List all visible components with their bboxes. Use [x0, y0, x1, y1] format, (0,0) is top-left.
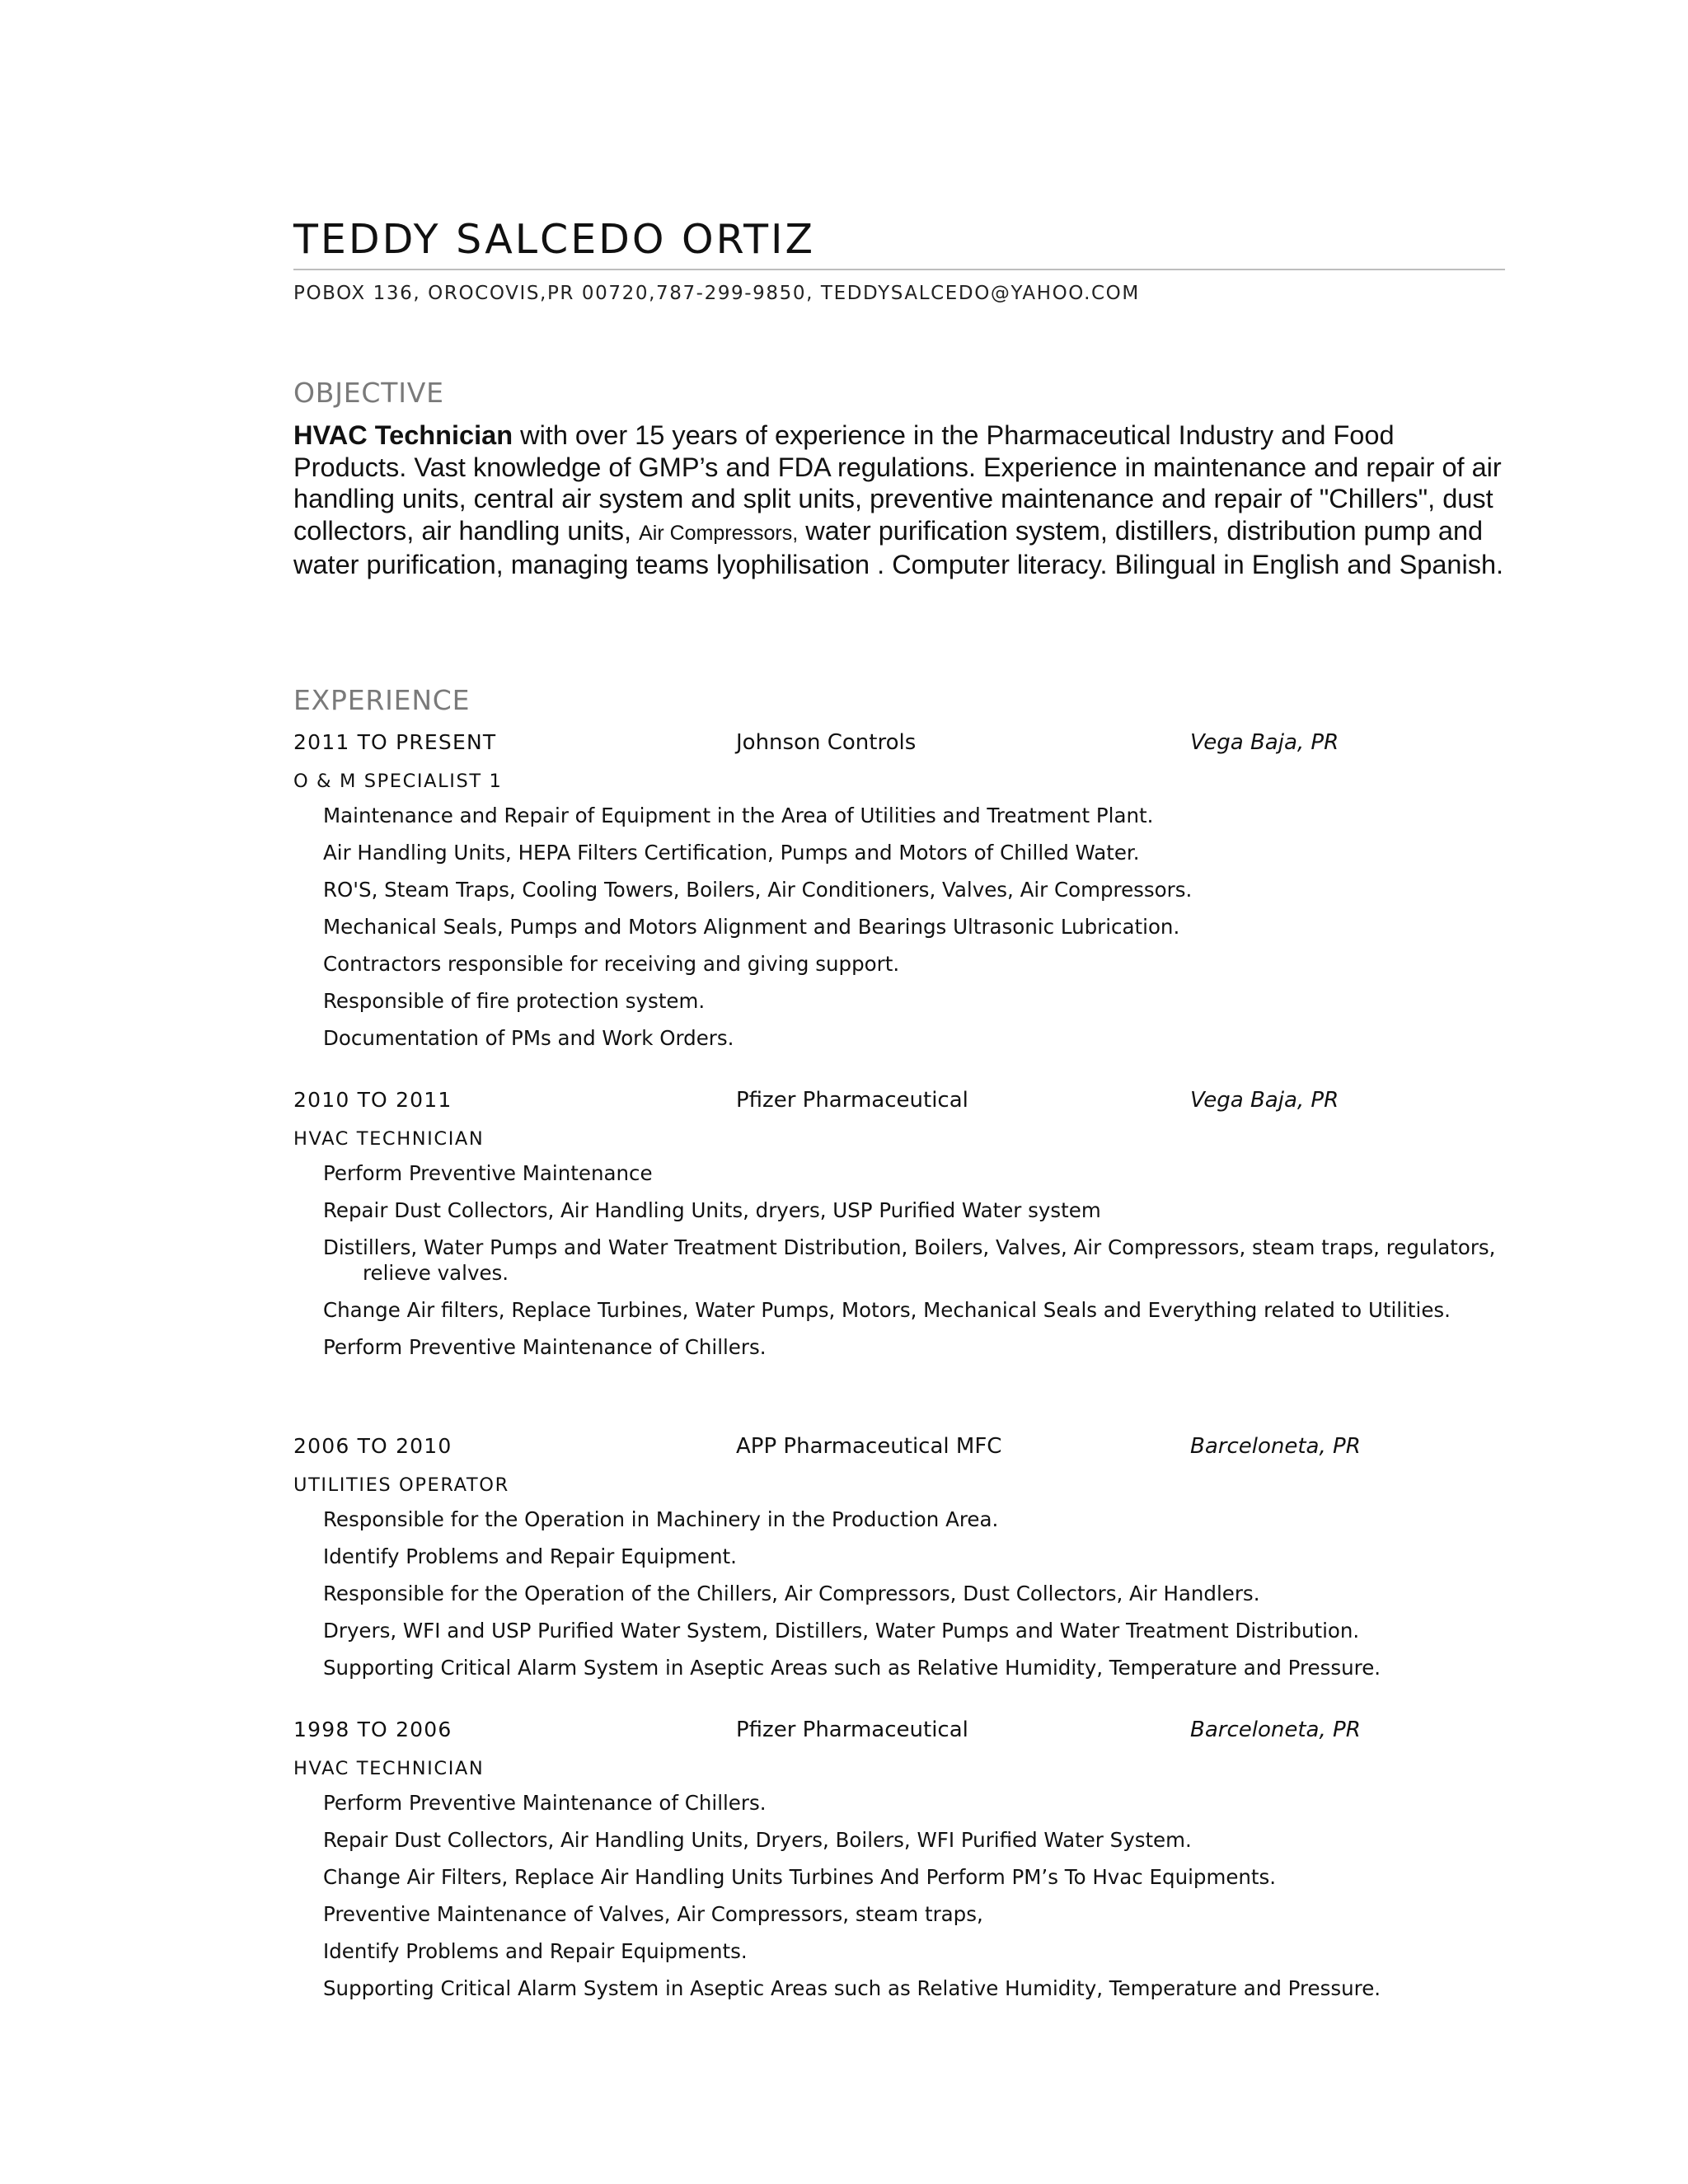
objective-text — [293, 419, 1505, 581]
duty-item: Supporting Critical Alarm System in Aseptic Areas such as Relative Humidity, Temperature and Pressure. — [323, 1976, 1381, 2000]
job-header — [293, 1434, 1505, 1462]
objective-heading: OBJECTIVE — [293, 377, 444, 409]
job-dates: 2011 TO PRESENT — [293, 730, 497, 754]
duty-item: Distillers, Water Pumps and Water Treatment Distribution, Boilers, Valves, Air Compressors, steam traps, regulators, relieve valves. — [323, 1235, 1496, 1285]
duty-item: Perform Preventive Maintenance — [323, 1161, 653, 1185]
duty-item: Perform Preventive Maintenance of Chillers. — [323, 1791, 767, 1815]
header-divider — [293, 269, 1505, 270]
job-company: Johnson Controls — [736, 730, 917, 755]
duty-item: Responsible for the Operation in Machinery in the Production Area. — [323, 1507, 999, 1531]
duty-item: Responsible for the Operation of the Chillers, Air Compressors, Dust Collectors, Air Handlers. — [323, 1582, 1260, 1605]
job-location: Vega Baja, PR — [1190, 730, 1339, 755]
job-location: Barceloneta, PR — [1190, 1434, 1361, 1459]
job-dates: 1998 TO 2006 — [293, 1718, 452, 1741]
duty-item: Air Handling Units, HEPA Filters Certification, Pumps and Motors of Chilled Water. — [323, 841, 1140, 865]
job-location: Vega Baja, PR — [1190, 1088, 1339, 1113]
job-title: HVAC TECHNICIAN — [293, 1128, 485, 1150]
duty-item: Documentation of PMs and Work Orders. — [323, 1026, 734, 1050]
job-duties-list — [323, 803, 1510, 1062]
job-company: APP Pharmaceutical MFC — [736, 1434, 1002, 1459]
job-dates: 2006 TO 2010 — [293, 1434, 452, 1458]
duty-item: Repair Dust Collectors, Air Handling Units, Dryers, Boilers, WFI Purified Water System. — [323, 1828, 1192, 1852]
duty-item: Change Air Filters, Replace Air Handling Units Turbines And Perform PM’s To Hvac Equipments. — [323, 1865, 1277, 1889]
job-duties-list — [323, 1790, 1510, 2013]
duty-item: RO'S, Steam Traps, Cooling Towers, Boilers, Air Conditioners, Valves, Air Compressors. — [323, 878, 1193, 902]
objective-lead: HVAC Technician — [293, 420, 513, 450]
duty-item: Supporting Critical Alarm System in Aseptic Areas such as Relative Humidity, Temperature and Pressure. — [323, 1656, 1381, 1680]
job-dates: 2010 TO 2011 — [293, 1088, 452, 1112]
duty-item: Responsible of fire protection system. — [323, 989, 706, 1013]
experience-heading: EXPERIENCE — [293, 684, 471, 716]
objective-body-1: with over 15 years of experience in the Pharmaceutical Industry and Food Products. Vast knowledge of GMP’s and FDA regulations. Experience in maintenance and repair of air handling units, central air system and split units, preventive maintenance and repair of "Chillers", dust collectors, air handling units, — [293, 420, 1502, 546]
job-header — [293, 1088, 1505, 1116]
job-header — [293, 730, 1505, 758]
duty-item: Preventive Maintenance of Valves, Air Compressors, steam traps, — [323, 1902, 983, 1926]
duty-item: Perform Preventive Maintenance of Chillers. — [323, 1335, 767, 1359]
job-header — [293, 1718, 1505, 1746]
duty-item: Identify Problems and Repair Equipments. — [323, 1939, 748, 1963]
job-duties-list — [323, 1160, 1510, 1371]
duty-item: Contractors responsible for receiving and giving support. — [323, 952, 900, 976]
objective-body-2: water purification system, distillers, distribution pump and water purification, managing teams lyophilisation . Computer literacy. Bilingual in English and Spanish. — [293, 515, 1504, 579]
job-company: Pfizer Pharmaceutical — [736, 1718, 968, 1742]
duty-item: Mechanical Seals, Pumps and Motors Alignment and Bearings Ultrasonic Lubrication. — [323, 915, 1180, 939]
duty-item: Dryers, WFI and USP Purified Water System, Distillers, Water Pumps and Water Treatment Distribution. — [323, 1619, 1360, 1643]
candidate-name: TEDDY SALCEDO ORTIZ — [293, 216, 816, 263]
job-title: UTILITIES OPERATOR — [293, 1474, 509, 1496]
duty-item: Identify Problems and Repair Equipment. — [323, 1544, 737, 1568]
job-location: Barceloneta, PR — [1190, 1718, 1361, 1742]
job-company: Pfizer Pharmaceutical — [736, 1088, 968, 1113]
duty-item: Change Air filters, Replace Turbines, Water Pumps, Motors, Mechanical Seals and Everything related to Utilities. — [323, 1298, 1451, 1322]
job-title: O & M SPECIALIST 1 — [293, 771, 503, 792]
contact-info: POBOX 136, OROCOVIS,PR 00720,787-299-9850, TEDDYSALCEDO@YAHOO.COM — [293, 283, 1140, 304]
job-title: HVAC TECHNICIAN — [293, 1758, 485, 1779]
duty-item: Repair Dust Collectors, Air Handling Units, dryers, USP Purified Water system — [323, 1198, 1101, 1222]
duty-item: Maintenance and Repair of Equipment in the Area of Utilities and Treatment Plant. — [323, 804, 1154, 827]
job-duties-list — [323, 1507, 1510, 1692]
objective-body-small: Air Compressors, — [639, 521, 799, 545]
